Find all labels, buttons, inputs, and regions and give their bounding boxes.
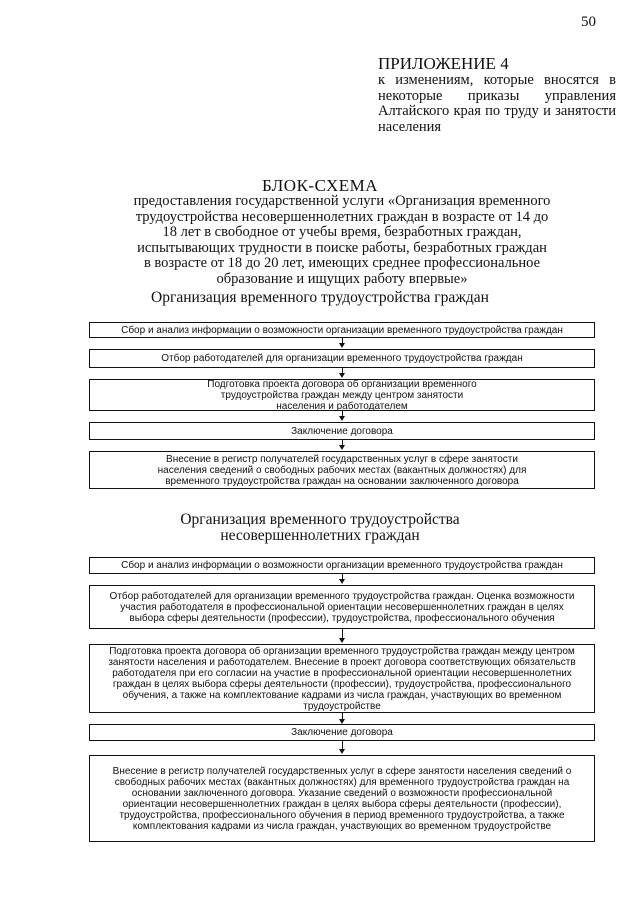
flowchart-title: БЛОК-СХЕМА [261,176,379,195]
s2-step-prepare-text: Подготовка проекта договора об организации временного трудоустройства граждан между центром занятости населения и работодателем. Внесение в проект договора соответствующих обязательств работодателя при его согласии на участие в профессиональной ориентации несовершеннолетних граждан в целях выбора сферы деятельности (профессии), трудоустройства, профессионального обучения, а также на комплектование кадрами из числа граждан, участвующих во временном трудоустройстве [108,645,576,712]
s1-step-collect-text: Сбор и анализ информации о возможности организации временного трудоустройства граждан [121,324,563,336]
s2-step-register-text: Внесение в регистр получателей государственных услуг в сфере занятости населения сведений о свободных рабочих местах (вакантных должностях) для временного трудоустройства граждан на основании заключенного договора. Указание сведений о возможности профессиональной ориентации несовершеннолетних граждан в целях выбора сферы деятельности (профессии), трудоустройства, профессионального обучения в период временного трудоустройства, а также комплектования кадрами из числа граждан, участвующих во временном трудоустройстве [112,765,572,832]
s2-step-collect-text: Сбор и анализ информации о возможности организации временного трудоустройства граждан [121,560,563,571]
section2-title-line2: несовершеннолетних граждан [220,527,420,544]
s2-step-select-text: Отбор работодателей для организации временного трудоустройства граждан. Оценка возможности участия работодателя в профессиональной ориентации несовершеннолетних граждан в целях выбора сферы деятельности (профессии), трудоустройства, профессионального обучения [109,590,575,624]
s1-step-collect [89,322,595,338]
s2-step-conclude-text: Заключение договора [291,727,393,738]
s1-step-conclude-text: Заключение договора [291,425,393,437]
s2-step-collect [89,557,595,574]
s2-step-prepare [89,644,595,713]
s1-step-register-text: Внесение в регистр получателей государственных услуг в сфере занятости населения сведений о свободных рабочих местах (вакантных должностях) для временного трудоустройства граждан на основании заключенного договора [157,453,527,487]
s1-step-prepare-text: Подготовка проекта договора об организации временного трудоустройства граждан между центром занятости населения и работодателем [207,378,477,412]
s2-step-select [89,585,595,629]
appendix-title: ПРИЛОЖЕНИЕ 4 [378,54,509,73]
s1-step-conclude [89,422,595,440]
s1-step-select [89,349,595,368]
flowchart-subtitle: предоставления государственной услуги «Организация временного трудоустройства несовершеннолетних граждан в возрасте от 14 до 18 лет в свободное от учебы время, безработных граждан, испытывающих трудности в поиске работы, безработных граждан в возрасте от 18 до 20 лет, имеющих среднее профессиональное образование и ищущих работу впервые» [133,193,551,287]
s2-step-register [89,755,595,842]
s1-step-register [89,451,595,489]
appendix-subtitle: к изменениям, которые вносятся в некоторые приказы управления Алтайского края по труду и занятости населения [378,72,616,135]
s1-step-select-text: Отбор работодателей для организации временного трудоустройства граждан [161,353,523,364]
section1-title: Организация временного трудоустройства граждан [151,289,489,306]
s2-step-conclude [89,724,595,741]
page-number: 50 [581,14,596,30]
s1-step-prepare [89,379,595,411]
appendix-block [378,55,616,135]
section2-title-line1: Организация временного трудоустройства [180,511,460,528]
